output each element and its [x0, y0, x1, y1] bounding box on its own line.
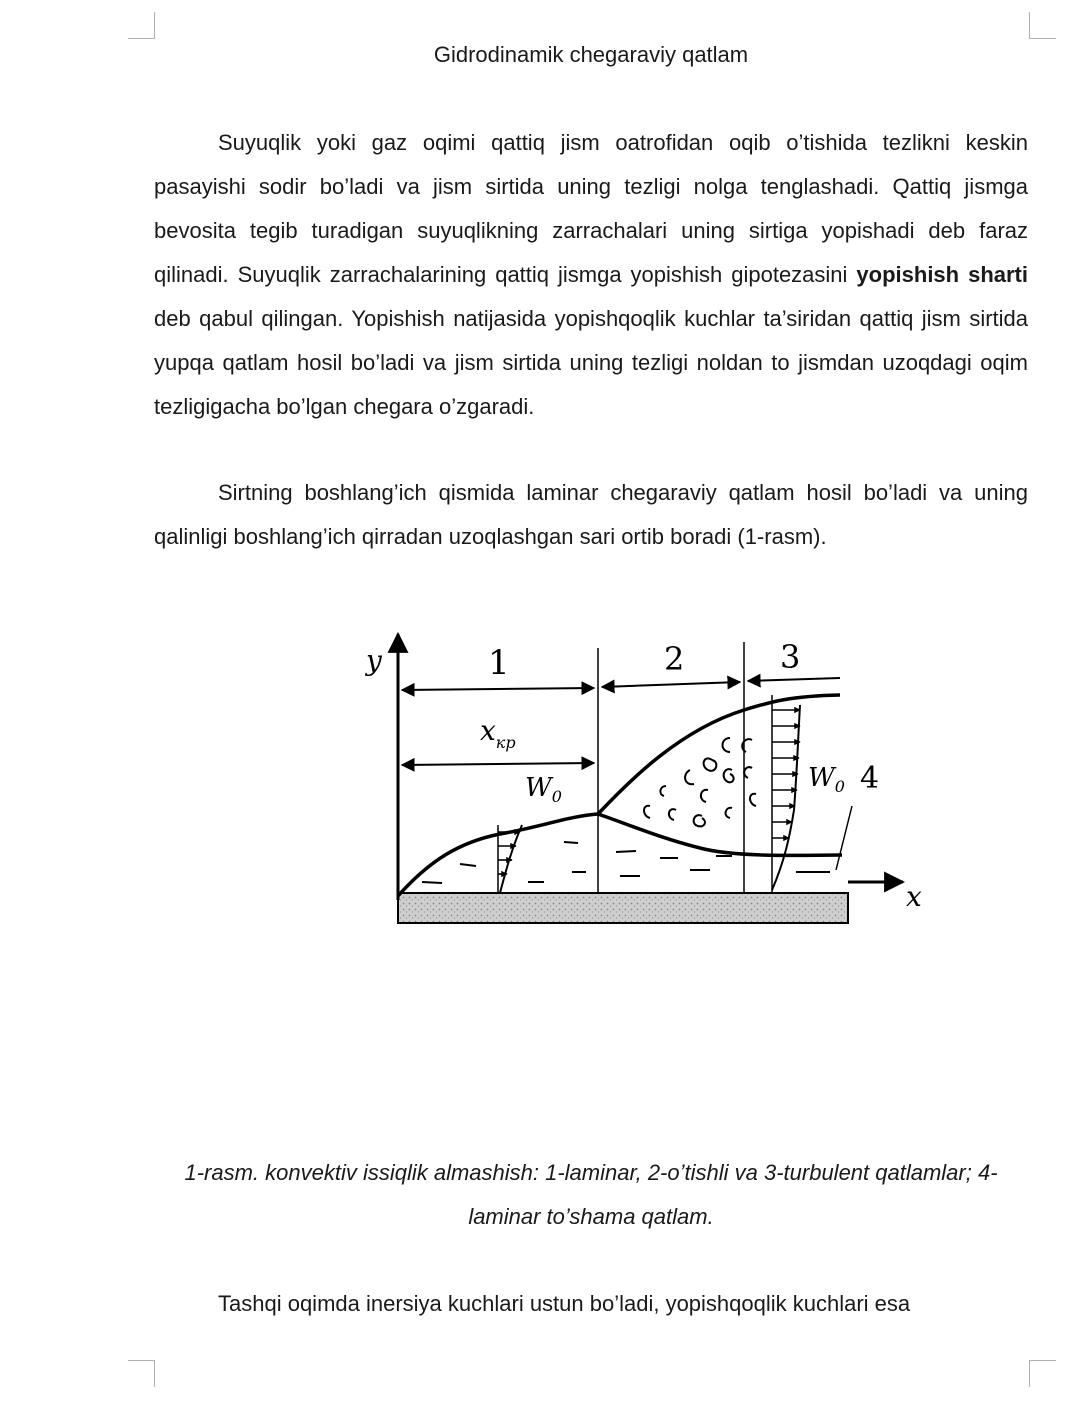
solid-plate [398, 893, 848, 923]
x-axis-label: x [906, 880, 922, 913]
paragraph-1 [154, 121, 1028, 429]
zone-label-3: 3 [780, 638, 801, 676]
critical-length-label [480, 714, 516, 752]
page-corner-mark-top-left [128, 12, 155, 39]
critical-length-symbol: x [480, 714, 496, 747]
free-stream-velocity-label-right [808, 763, 845, 796]
zone-label-2: 2 [664, 640, 685, 678]
critical-length-dimension [402, 763, 594, 765]
laminar-streamlines [422, 842, 830, 883]
zone-2-dimension [602, 682, 740, 687]
zone-3-dimension [748, 678, 840, 681]
free-stream-velocity-symbol-right: W [808, 763, 835, 793]
paragraph-2: Sirtning boshlang’ich qismida laminar chegaraviy qatlam hosil bo’ladi va uning qalinligi boshlang’ich qirradan uzoqlashgan sari ortib boradi (1-rasm). [154, 480, 1028, 549]
page-title: Gidrodinamik chegaraviy qatlam [433, 42, 749, 67]
paragraph-3: Tashqi oqimda inersiya kuchlari ustun bo’ladi, yopishqoqlik kuchlari esa [218, 1291, 911, 1316]
zone-label-1: 1 [488, 643, 510, 683]
page-corner-mark-bottom-left [128, 1360, 155, 1387]
page-corner-mark-bottom-right [1029, 1360, 1056, 1387]
sublayer-label-4: 4 [860, 761, 880, 796]
zone-1-dimension [402, 688, 594, 690]
free-stream-velocity-subscript-left: 0 [551, 787, 562, 806]
paragraph-1-text-a: Suyuqlik yoki gaz oqimi qattiq jism oatrofidan oqib o’tishida tezlikni keskin pasayishi sodir bo’ladi va jism sirtida uning tezligi nolga tenglashadi. Qattiq jismga bevosita tegib turadigan suyuqlikning zarrachalari uning sirtiga yopishadi deb faraz qilinadi. Suyuqlik zarrachalarining qattiq jismga yopishish gipotezasini [154, 130, 1028, 287]
page-corner-mark-top-right [1029, 12, 1056, 39]
velocity-profile-right-arrows [772, 710, 800, 838]
boundary-layer-figure [360, 620, 930, 940]
laminar-sublayer-edge [598, 814, 842, 855]
sublayer-leader-line [836, 806, 852, 870]
turbulent-layer-edge [598, 695, 840, 814]
velocity-profile-right-curve [772, 705, 800, 890]
critical-length-subscript: кр [495, 733, 516, 752]
turbulent-eddies [644, 738, 756, 826]
free-stream-velocity-label-left [525, 773, 562, 806]
velocity-profile-left-curve [500, 825, 522, 893]
paragraph-1-text-b: deb qabul qilingan. Yopishish natijasida yopishqoqlik kuchlar ta’siridan qattiq jism sirtida yupqa qatlam hosil bo’ladi va jism sirtida uning tezligi noldan to jismdan uzoqdagi oqim tezligigacha bo’lgan chegara o’zgaradi. [154, 306, 1028, 419]
free-stream-velocity-subscript-right: 0 [834, 777, 845, 796]
figure-caption: 1-rasm. konvektiv issiqlik almashish: 1-laminar, 2-o’tishli va 3-turbulent qatlamlar; 4-laminar to’shama qatlam. [184, 1160, 998, 1229]
y-axis-label: y [366, 644, 382, 677]
free-stream-velocity-symbol-left: W [525, 773, 552, 803]
paragraph-1-bold-term: yopishish sharti [856, 262, 1028, 287]
